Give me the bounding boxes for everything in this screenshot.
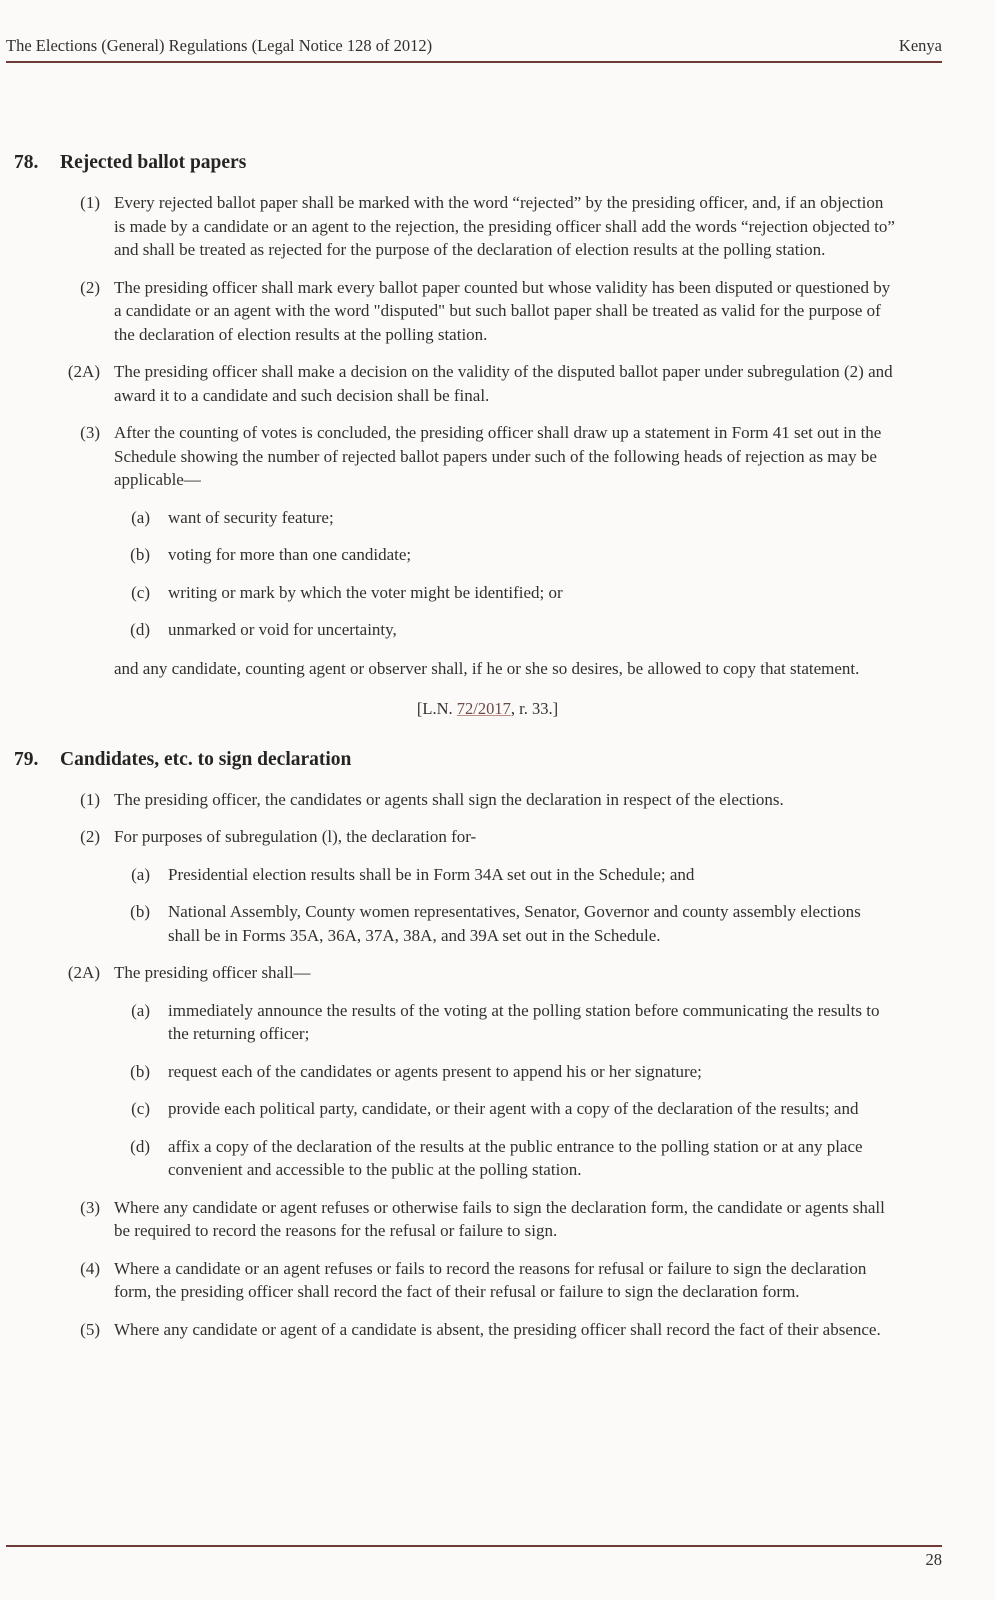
clause-label: (2A): [67, 362, 100, 381]
clause-row: [0, 788, 895, 812]
clause-text: provide each political party, candidate, or their agent with a copy of the declaration of the results; and: [168, 1099, 859, 1118]
document-body: [0, 150, 895, 1341]
clause-text: Where any candidate or agent of a candidate is absent, the presiding officer shall record the fact of their absence.: [114, 1319, 881, 1339]
clause-text: The presiding officer shall—: [114, 963, 311, 982]
section-78-heading: [0, 150, 895, 176]
citation-prefix: [L.N.: [416, 699, 457, 718]
citation-suffix: , r. 33.]: [510, 699, 559, 718]
clause-text: want of security feature;: [168, 507, 334, 527]
clause-row: [114, 618, 895, 642]
clause-text: The presiding officer shall mark every ballot paper counted but whose validity has been disputed or questioned by a candidate or an agent with the word "disputed" but such ballot paper shall be treated as valid for the purpose of the declaration of election results at the polling station.: [114, 277, 891, 344]
citation-link[interactable]: 72/2017: [456, 699, 511, 718]
clause-label: (3): [80, 1197, 100, 1217]
clause-text: National Assembly, County women representatives, Senator, Governor and county assembly elections shall be in Forms 35A, 36A, 37A, 38A, and 39A set out in the Schedule.: [168, 902, 861, 945]
clause-label: (d): [130, 1136, 150, 1156]
clause-text: Where any candidate or agent refuses or otherwise fails to sign the declaration form, the candidate or agents shall be required to record the reasons for the refusal or failure to sign.: [114, 1197, 885, 1240]
clause-text: The presiding officer, the candidates or agents shall sign the declaration in respect of the elections.: [114, 789, 784, 809]
clause-text: affix a copy of the declaration of the results at the public entrance to the polling station or at any place convenient and accessible to the public at the polling station.: [168, 1136, 863, 1179]
clause-text: request each of the candidates or agents present to append his or her signature;: [168, 1061, 702, 1081]
clause-text: For purposes of subregulation (l), the declaration for-: [114, 827, 477, 846]
page-footer: [6, 1545, 942, 1570]
clause-label: (b): [130, 1061, 150, 1081]
clause-row: [0, 1196, 895, 1243]
clause-row: [114, 1097, 895, 1121]
clause-text: Where a candidate or an agent refuses or fails to record the reasons for refusal or failure to sign the declaration form, the presiding officer shall record the fact of their refusal or failure to sign the declaration form.: [114, 1258, 867, 1301]
clause-label: (b): [130, 545, 150, 564]
amendment-citation: [80, 697, 895, 721]
clause-row: [0, 1318, 895, 1342]
clause-text: writing or mark by which the voter might be identified; or: [168, 582, 563, 602]
clause-row: [0, 276, 895, 347]
section-79-heading: [0, 747, 895, 773]
clause-text: unmarked or void for uncertainty,: [168, 620, 397, 639]
clause-label: (b): [130, 902, 150, 921]
clause-label: (a): [131, 864, 150, 884]
clause-label: (1): [80, 789, 100, 809]
clause-row: [0, 360, 895, 407]
section-title: Rejected ballot papers: [60, 152, 247, 173]
clause-label: (3): [80, 423, 100, 442]
clause-row: [0, 961, 895, 985]
section-title: Candidates, etc. to sign declaration: [60, 748, 352, 770]
clause-label: (2): [80, 277, 100, 297]
clause-label: (a): [131, 1000, 150, 1020]
clause-row: [114, 581, 895, 605]
clause-row: [0, 191, 895, 262]
header-title: The Elections (General) Regulations (Legal Notice 128 of 2012): [6, 36, 433, 55]
clause-row: [114, 1135, 895, 1182]
page-number: 28: [925, 1550, 942, 1569]
clause-row: [114, 506, 895, 530]
clause-label: (c): [131, 1099, 150, 1118]
clause-text: voting for more than one candidate;: [168, 545, 412, 564]
clause-row: [114, 543, 895, 567]
clause-text: Every rejected ballot paper shall be marked with the word “rejected” by the presiding officer, and, if an objection is made by a candidate or an agent to the rejection, the presiding officer shall add the words “rejection objected to” and shall be treated as rejected for the purpose of the declaration of election results at the polling station.: [114, 193, 895, 259]
clause-label: (c): [131, 582, 150, 602]
clause-row: [114, 999, 895, 1046]
clause-row: [0, 825, 895, 849]
clause-label: (1): [80, 193, 100, 212]
clause-row: [114, 900, 895, 947]
page-header: [6, 0, 942, 63]
section-number: 79.: [14, 748, 39, 770]
clause-row: [114, 1060, 895, 1084]
clause-label: (d): [130, 620, 150, 639]
clause-row: [0, 421, 895, 492]
clause-label: (5): [80, 1319, 100, 1339]
section-number: 78.: [14, 152, 39, 173]
clause-label: (4): [80, 1258, 100, 1278]
clause-label: (2A): [67, 963, 100, 982]
clause-row: [114, 863, 895, 887]
clause-text: After the counting of votes is concluded, the presiding officer shall draw up a statement in Form 41 set out in the Schedule showing the number of rejected ballot papers under such of the following heads of rejection as may be applicable—: [114, 423, 882, 489]
clause-row: [0, 1257, 895, 1304]
clause-label: (2): [80, 827, 100, 846]
header-region: Kenya: [898, 36, 942, 55]
clause-closing-text: and any candidate, counting agent or observer shall, if he or she so desires, be allowed to copy that statement.: [114, 658, 860, 678]
clause-text: Presidential election results shall be in Form 34A set out in the Schedule; and: [168, 864, 695, 884]
clause-label: (a): [131, 507, 150, 527]
clause-text: immediately announce the results of the voting at the polling station before communicating the results to the returning officer;: [168, 1000, 880, 1043]
clause-text: The presiding officer shall make a decision on the validity of the disputed ballot paper under subregulation (2) and award it to a candidate and such decision shall be final.: [114, 362, 893, 405]
